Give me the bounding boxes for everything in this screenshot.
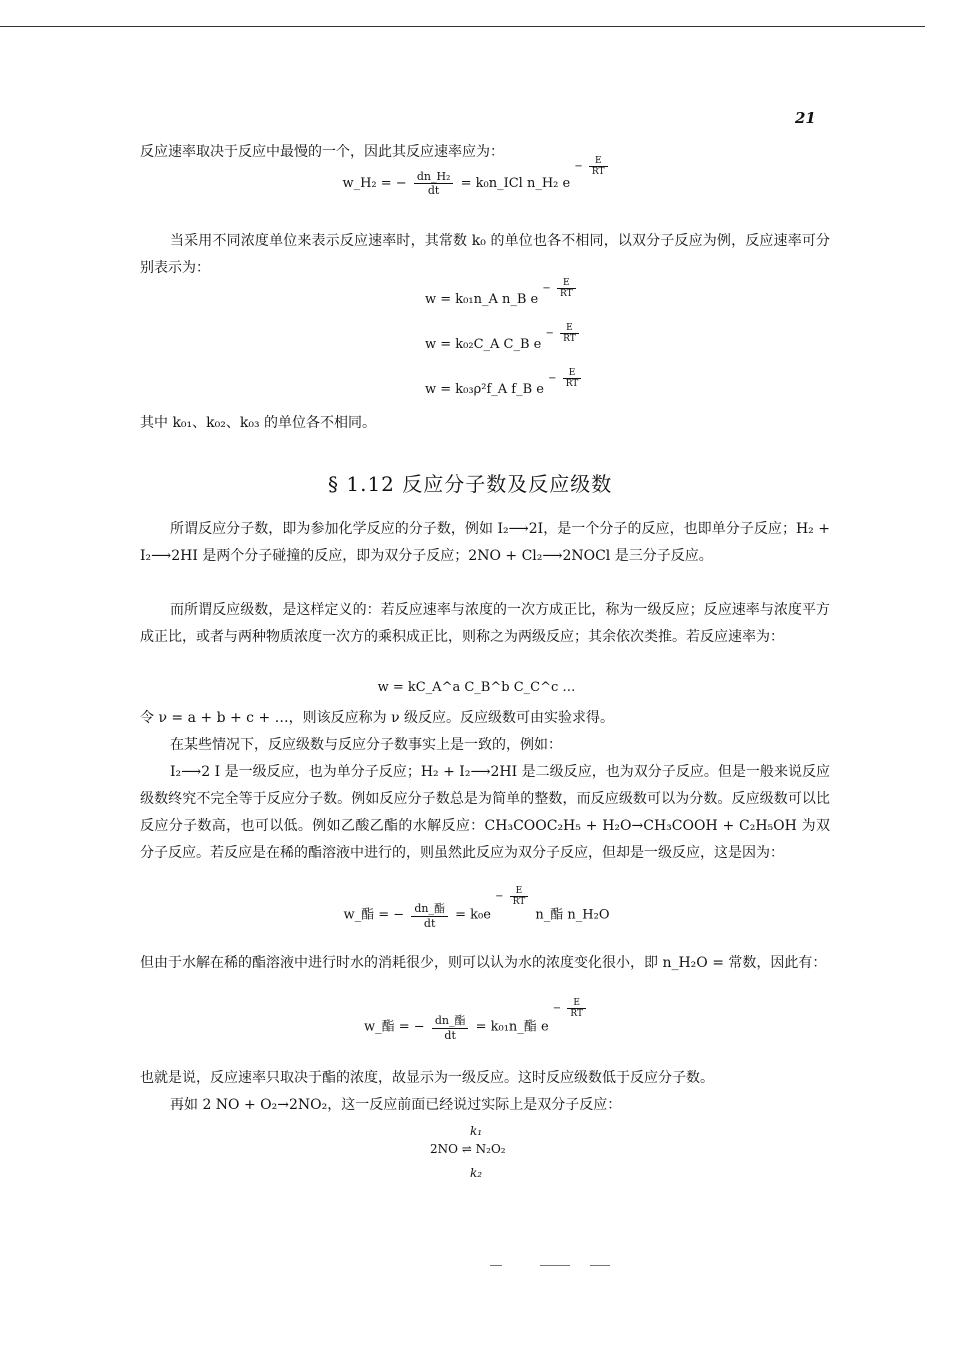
rate-constant-reverse: k₂ bbox=[470, 1166, 483, 1180]
eq4-exponent bbox=[548, 368, 584, 389]
page-number: 21 bbox=[795, 109, 816, 127]
exp-minus: − bbox=[542, 283, 551, 294]
eq3-body: w = k₀₂C_A C_B e bbox=[425, 337, 542, 352]
section-heading: § 1.12 反应分子数及反应级数 bbox=[328, 472, 613, 496]
rate-constant-forward: k₁ bbox=[470, 1124, 483, 1138]
equation-ester-rate bbox=[0, 886, 953, 930]
exp-numerator: E bbox=[567, 998, 586, 1009]
scan-artifact bbox=[540, 1265, 570, 1266]
exp-minus: − bbox=[545, 328, 554, 339]
eq2-body: w = k₀₁n_A n_B e bbox=[425, 292, 539, 307]
exp-denominator: RT bbox=[563, 334, 576, 344]
eq2-exponent bbox=[542, 278, 578, 299]
eq7-denominator: dt bbox=[444, 1029, 456, 1042]
exp-numerator: E bbox=[560, 323, 579, 334]
eq1-denominator: dt bbox=[427, 184, 440, 197]
exp-denominator: RT bbox=[565, 379, 579, 389]
header-rule bbox=[0, 26, 925, 27]
eq6-mid: = k₀e bbox=[455, 907, 491, 923]
exp-minus: − bbox=[548, 373, 557, 384]
exp-denominator: RT bbox=[559, 289, 573, 299]
exp-fraction bbox=[589, 156, 608, 177]
paragraph-examples: I₂⟶2 I 是一级反应，也为单分子反应；H₂ + I₂⟶2HI 是二级反应，也为双分子反应。但是一般来说反应级数终究不完全等于反应分子数。例如反应分子数总是为简单的整数，而反应级数可以为分数。反应级数可以比反应分子数高，也可以低。例如乙酸乙酯的水解反应：CH₃COOC₂H₅ + H₂O→CH₃COOH + C₂H₅OH 为双分子反应。若反应是在稀的酯溶液中进行的，则虽然此反应为双分子反应，但却是一级反应，这是因为： bbox=[140, 764, 830, 861]
exp-minus: − bbox=[552, 1003, 562, 1014]
equation-rate-f bbox=[425, 368, 584, 403]
paragraph-order-definition: 而所谓反应级数，是这样定义的：若反应速率与浓度的一次方成正比，称为一级反应；反应速率与浓度平方成正比，或者与两种物质浓度一次方的乘积成正比，则称之为两级反应；其余依次类推。若反应速率为： bbox=[140, 602, 830, 645]
exp-numerator: E bbox=[557, 278, 576, 289]
exp-denominator: RT bbox=[512, 897, 526, 907]
eq7-numerator: dn_酯 bbox=[432, 1012, 469, 1029]
paragraph-units: 当采用不同浓度单位来表示反应速率时，其常数 k₀ 的单位也各不相同，以双分子反应为例，反应速率可分别表示为： bbox=[140, 233, 830, 276]
eq7-lhs: w_酯 = − bbox=[364, 1019, 425, 1035]
equation-rate-c bbox=[425, 323, 582, 358]
eq1-numerator: dn_H₂ bbox=[414, 170, 454, 184]
eq7-rhs: = k₀₁n_酯 e bbox=[475, 1019, 549, 1035]
exp-fraction bbox=[567, 998, 586, 1019]
scan-artifact bbox=[590, 1265, 610, 1266]
equation-general-rate: w = kC_A^a C_B^b C_C^c … bbox=[377, 680, 576, 695]
paragraph-rate-slowest: 反应速率取决于反应中最慢的一个，因此其反应速率应为： bbox=[140, 144, 504, 160]
exp-numerator: E bbox=[510, 886, 529, 897]
exp-numerator: E bbox=[563, 368, 582, 379]
exp-denominator: RT bbox=[591, 167, 605, 177]
eq6-denominator: dt bbox=[423, 917, 436, 930]
eq6-exponent bbox=[495, 886, 531, 907]
eq1-lhs: w_H₂ = − bbox=[342, 176, 407, 191]
paragraph-no-example: 再如 2 NO + O₂→2NO₂，这一反应前面已经说过实际上是双分子反应： bbox=[170, 1097, 622, 1113]
exp-minus: − bbox=[495, 891, 504, 902]
eq1-fraction bbox=[414, 170, 454, 197]
scan-artifact bbox=[490, 1265, 502, 1266]
eq4-body: w = k₀₃ρ²f_A f_B e bbox=[425, 382, 544, 397]
eq1-exponent bbox=[574, 156, 610, 177]
exp-fraction bbox=[557, 278, 576, 299]
eq6-fraction bbox=[411, 900, 448, 930]
exp-fraction bbox=[560, 323, 579, 344]
paragraph-first-order-conclusion: 也就是说，反应速率只取决于酯的浓度，故显示为一级反应。这时反应级数低于反应分子数。 bbox=[140, 1070, 714, 1086]
eq7-fraction bbox=[432, 1012, 469, 1042]
exp-minus: − bbox=[574, 161, 583, 172]
paragraph-nu-order: 令 ν = a + b + c + …，则该反应称为 ν 级反应。反应级数可由实验求得。 bbox=[140, 710, 615, 726]
exp-fraction bbox=[563, 368, 582, 389]
exp-fraction bbox=[510, 886, 529, 907]
equation-rate-h2 bbox=[0, 156, 953, 197]
paragraph-water-constant: 但由于水解在稀的酯溶液中进行时水的消耗很少，则可以认为水的浓度变化很小，即 n_H₂O = 常数，因此有： bbox=[140, 955, 827, 971]
paragraph-consistent: 在某些情况下，反应级数与反应分子数事实上是一致的，例如： bbox=[170, 737, 562, 753]
exp-denominator: RT bbox=[570, 1009, 583, 1019]
eq7-exponent bbox=[553, 998, 589, 1019]
eq3-exponent bbox=[546, 323, 582, 344]
equation-ester-first-order bbox=[0, 998, 953, 1042]
paragraph-k-units: 其中 k₀₁、k₀₂、k₀₃ 的单位各不相同。 bbox=[140, 415, 377, 431]
paragraph-molecularity: 所谓反应分子数，即为参加化学反应的分子数，例如 I₂⟶2I，是一个分子的反应，也即单分子反应；H₂ + I₂⟶2HI 是两个分子碰撞的反应，即为双分子反应；2NO + Cl₂⟶2NOCl 是三分子反应。 bbox=[140, 521, 830, 564]
eq6-tail: n_酯 n_H₂O bbox=[535, 907, 610, 923]
eq6-numerator: dn_酯 bbox=[411, 900, 448, 917]
eq1-rhs: = k₀n_ICl n_H₂ e bbox=[460, 176, 571, 191]
eq6-lhs: w_酯 = − bbox=[343, 907, 405, 923]
exp-numerator: E bbox=[589, 156, 608, 167]
reaction-equation: 2NO ⇌ N₂O₂ bbox=[430, 1142, 506, 1156]
equation-rate-n bbox=[425, 278, 579, 313]
reaction-equilibrium bbox=[430, 1124, 550, 1184]
